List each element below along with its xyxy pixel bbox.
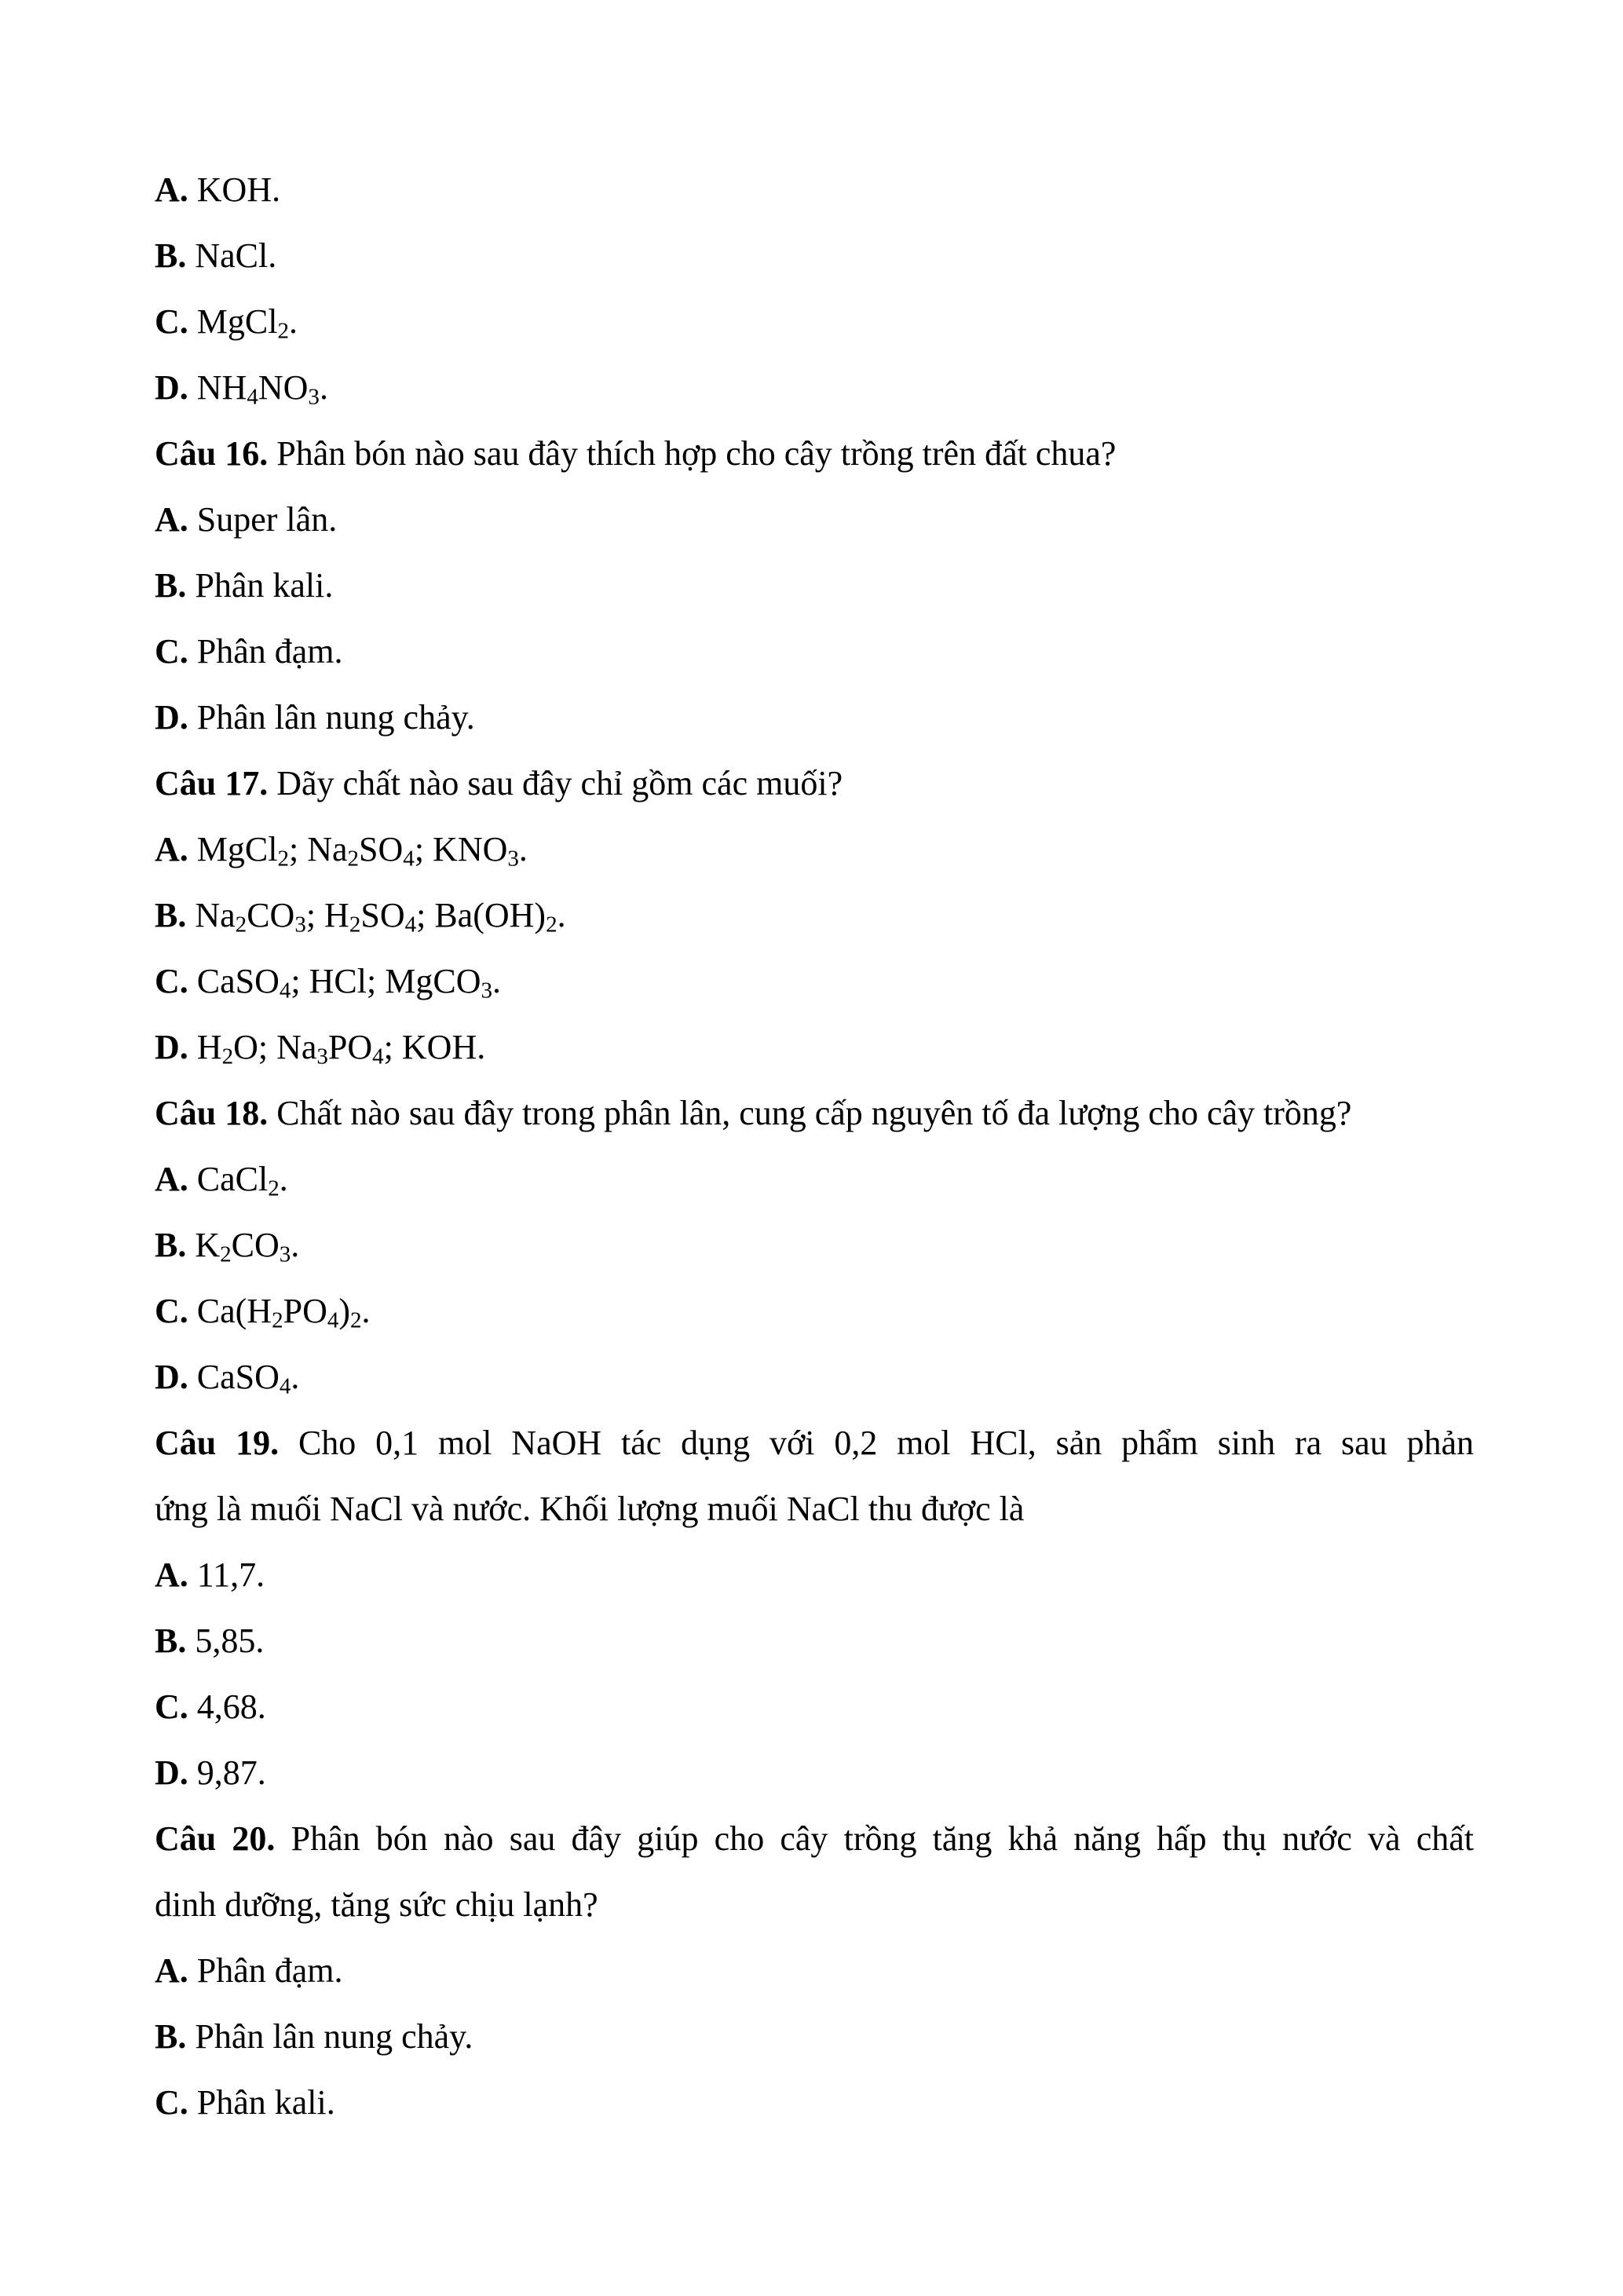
option-letter: A. [155,170,188,209]
subscript: 3 [294,912,306,938]
option-letter: B. [155,896,187,934]
option-text: CaSO$_4$. [196,1358,300,1399]
subscript: 2 [272,1307,283,1333]
option-text: Phân kali. [196,2083,335,2122]
subscript: 2 [277,846,289,872]
question-stem-line [155,1080,1474,1146]
option-letter: C. [155,632,188,671]
option-letter: D. [155,1358,188,1396]
subscript: 2 [349,912,361,938]
question-stem-line [155,1806,1474,1872]
subscript: 4 [279,1373,291,1399]
option-text: 9,87. [196,1753,266,1792]
subscript: 4 [279,978,291,1004]
question-text: Phân bón nào sau đây thích hợp cho cây trồng trên đất chua? [276,434,1117,473]
option-text: $H_2O$; $Na_3PO_4$; KOH. [196,1028,486,1069]
subscript: 3 [481,978,492,1004]
question-15-options [155,157,1474,421]
option-letter: B. [155,236,187,275]
option-text: $K_2CO_3$. [195,1226,300,1267]
q18-option-c [155,1278,1474,1344]
q17-option-d [155,1015,1474,1080]
subscript: 2 [277,318,289,344]
question-stem-line [155,421,1474,487]
question-18 [155,1080,1474,1410]
option-letter: C. [155,1687,188,1726]
subscript: 2 [221,1044,234,1069]
question-stem-line [155,1476,1474,1542]
option-letter: D. [155,368,188,407]
q20-option-a [155,1938,1474,2004]
option-text: Phân đạm. [196,1951,343,1990]
question-text: Cho 0,1 mol NaOH tác dụng với 0,2 mol HCl, sản phẩm sinh ra sau phản [298,1424,1475,1462]
option-letter: B. [155,1226,187,1264]
q19-option-d [155,1740,1474,1806]
subscript: 2 [350,1307,362,1333]
subscript: 3 [507,846,519,872]
option-text: Phân kali. [195,566,334,605]
question-label: Câu 20. [155,1819,276,1858]
option-letter: A. [155,1160,188,1198]
q19-option-b [155,1608,1474,1674]
option-letter: C. [155,2083,188,2122]
question-20 [155,1806,1474,2136]
q18-option-a [155,1146,1474,1212]
question-text: Dãy chất nào sau đây chỉ gồm các muối? [276,764,843,803]
subscript: 4 [404,912,417,938]
option-text: Super lân. [196,500,338,539]
q18-option-d [155,1344,1474,1410]
q20-option-c [155,2070,1474,2136]
option-letter: D. [155,1028,188,1066]
option-letter: B. [155,2017,187,2056]
question-label: Câu 19. [155,1424,280,1462]
option-text: MgCl$_2$. [196,302,298,344]
option-letter: A. [155,500,188,539]
q15-option-b [155,223,1474,289]
option-text: MgCl$_2$; $Na_2SO_4$; $KNO_3$. [196,830,528,872]
option-text: NaCl. [195,236,277,275]
subscript: 4 [372,1044,384,1069]
option-letter: D. [155,1753,188,1792]
option-letter: C. [155,302,188,341]
subscript: 4 [327,1307,339,1333]
subscript: 2 [268,1175,280,1201]
option-text: 11,7. [196,1556,265,1594]
document-page [155,157,1474,2136]
question-text: dinh dưỡng, tăng sức chịu lạnh? [155,1885,598,1924]
option-text: 5,85. [195,1621,265,1660]
option-text: Phân lân nung chảy. [196,698,475,737]
q19-option-c [155,1674,1474,1740]
question-stem-line [155,751,1474,817]
option-text: CaCl$_2$. [196,1160,288,1201]
option-text: CaSO$_4$; HCl; MgCO$_3$. [196,962,501,1004]
option-text: KOH. [196,170,281,209]
q20-option-b [155,2004,1474,2070]
subscript: 4 [247,384,258,410]
option-letter: D. [155,698,188,737]
question-label: Câu 17. [155,764,269,803]
option-letter: B. [155,566,187,605]
q15-option-c [155,289,1474,355]
subscript: 2 [235,912,247,938]
subscript: 3 [279,1241,291,1267]
question-text: ứng là muối NaCl và nước. Khối lượng muối NaCl thu được là [155,1490,1025,1528]
subscript: 2 [347,846,360,872]
option-letter: B. [155,1621,187,1660]
option-text: Phân đạm. [196,632,343,671]
question-text: Phân bón nào sau đây giúp cho cây trồng tăng khả năng hấp thụ nước và chất [291,1819,1474,1858]
subscript: 3 [316,1044,328,1069]
option-text: $Na_2CO_3$; $H_2SO_4$; $Ba(OH)_2$. [195,896,566,938]
option-text: $Ca(H_2PO_4)_2$. [196,1292,371,1333]
question-text: Chất nào sau đây trong phân lân, cung cấp nguyên tố đa lượng cho cây trồng? [276,1094,1352,1132]
question-19 [155,1410,1474,1806]
option-letter: A. [155,1556,188,1594]
option-letter: A. [155,830,188,868]
q15-option-d [155,355,1474,421]
q17-option-b [155,883,1474,949]
option-letter: C. [155,1292,188,1330]
q19-option-a [155,1542,1474,1608]
subscript: 2 [546,912,557,938]
question-stem-line [155,1872,1474,1938]
option-letter: A. [155,1951,188,1990]
q16-option-a [155,487,1474,553]
question-16 [155,421,1474,751]
option-text: Phân lân nung chảy. [195,2017,473,2056]
option-text: 4,68. [196,1687,266,1726]
question-stem-line [155,1410,1474,1476]
q16-option-b [155,553,1474,619]
option-letter: C. [155,962,188,1000]
q17-option-c [155,949,1474,1015]
subscript: 4 [403,846,415,872]
q15-option-a [155,157,1474,223]
subscript: 3 [308,384,320,410]
question-17 [155,751,1474,1080]
q16-option-d [155,685,1474,751]
subscript: 2 [220,1241,232,1267]
q17-option-a [155,817,1474,883]
question-label: Câu 18. [155,1094,269,1132]
q16-option-c [155,619,1474,685]
question-label: Câu 16. [155,434,269,473]
q18-option-b [155,1212,1474,1278]
question-list [155,421,1474,2136]
option-text: $NH_4NO_3$. [196,368,328,410]
